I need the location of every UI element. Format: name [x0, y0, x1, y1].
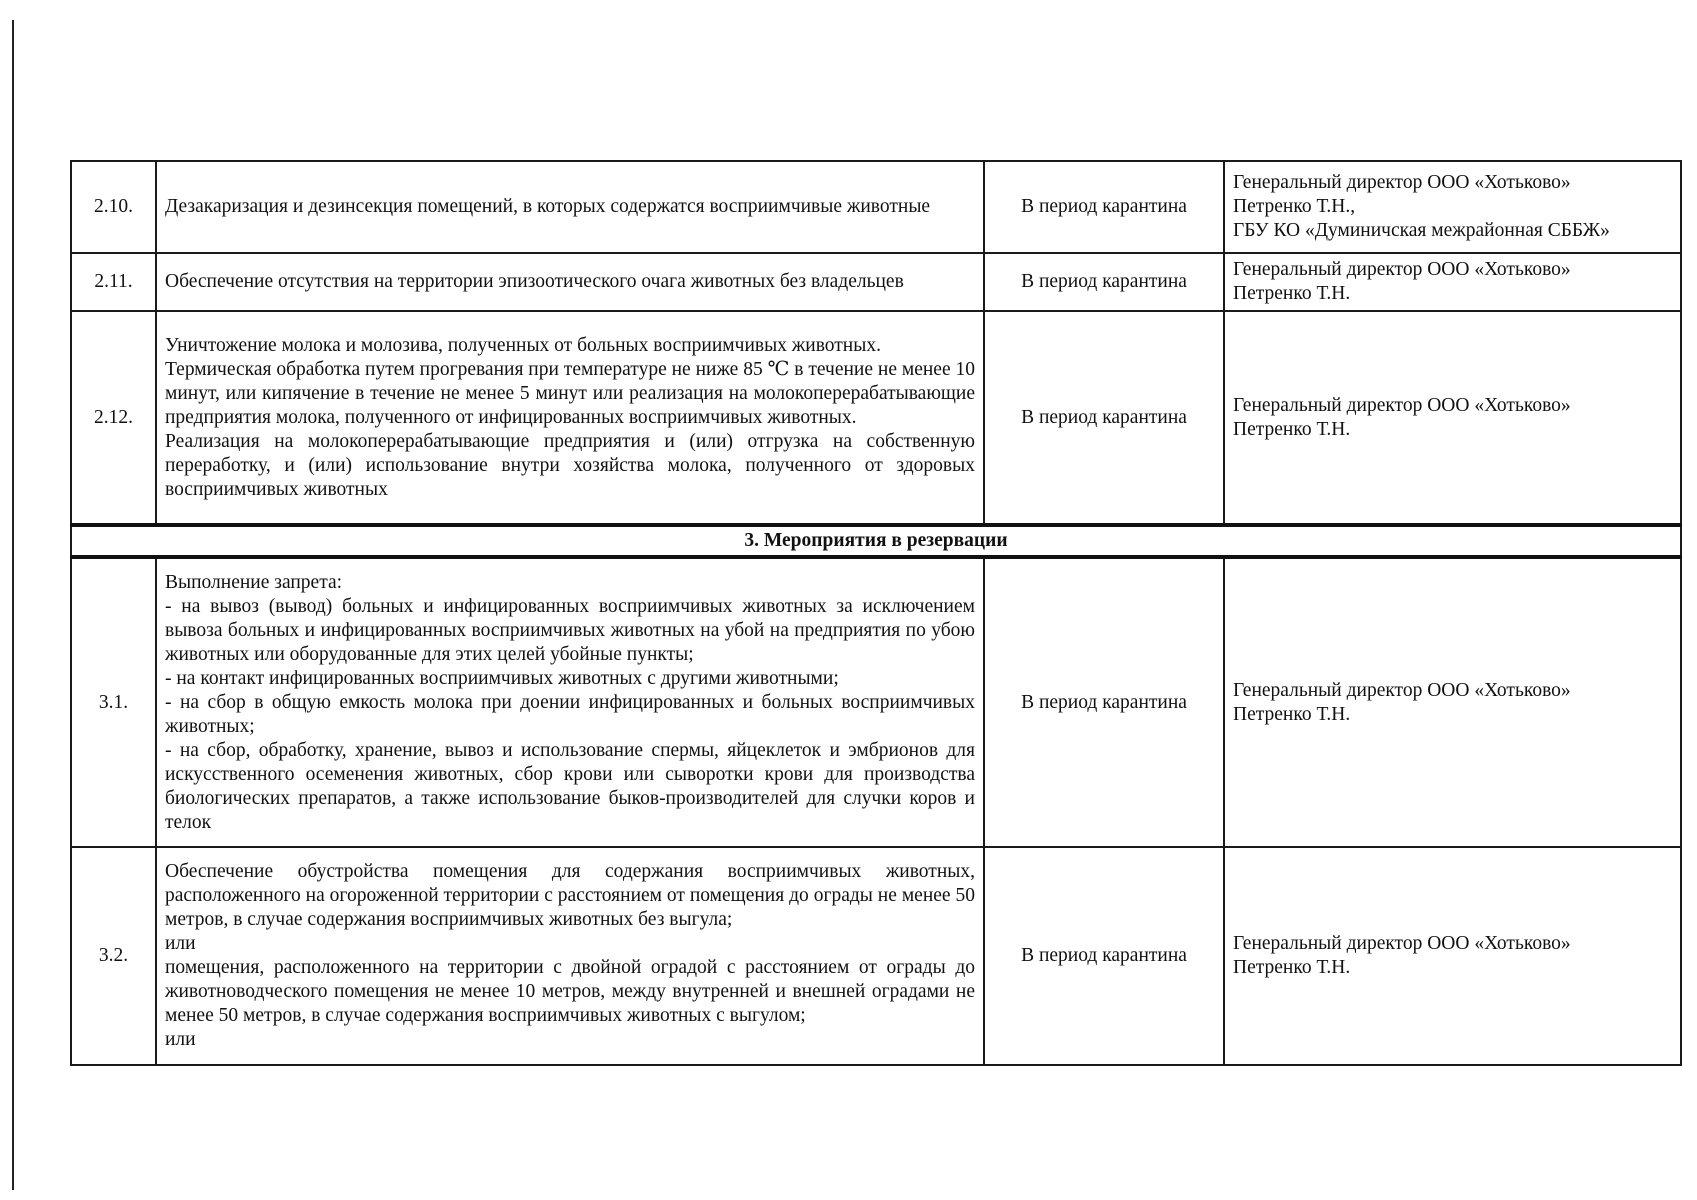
section-title: 3. Мероприятия в резервации — [71, 525, 1681, 557]
table-row — [71, 253, 1681, 311]
action-paragraph: или — [165, 1029, 196, 1050]
action-paragraph: или — [165, 933, 196, 954]
row-number: 3.2. — [71, 847, 156, 1065]
row-number: 2.12. — [71, 311, 156, 525]
action-text — [156, 311, 984, 525]
measures-table — [70, 160, 1682, 1066]
table-row — [71, 557, 1681, 847]
term-text: В период карантина — [984, 557, 1224, 847]
responsible-text — [1224, 311, 1681, 525]
section-heading-row — [71, 525, 1681, 557]
responsible-line: Петренко Т.Н. — [1233, 283, 1351, 304]
term-text: В период карантина — [984, 253, 1224, 311]
table-row — [71, 847, 1681, 1065]
action-text — [156, 557, 984, 847]
action-text — [156, 847, 984, 1065]
action-paragraph: Выполнение запрета: — [165, 571, 343, 593]
row-number: 3.1. — [71, 557, 156, 847]
responsible-line: Генеральный директор ООО «Хотьково» — [1233, 933, 1571, 954]
section-3-header — [71, 525, 1681, 557]
responsible-line: ГБУ КО «Думиничская межрайонная СББЖ» — [1233, 220, 1610, 241]
term-text: В период карантина — [984, 311, 1224, 525]
responsible-line: Петренко Т.Н. — [1233, 418, 1351, 440]
action-paragraph: - на сбор, обработку, хранение, вывоз и использование спермы, яйцеклеток и эмбрионов для искусственного осеменения животных, сбор крови или сыворотки крови для производства биологических препаратов, а также использование быков-производителей для случки коров и телок — [165, 739, 975, 833]
action-text — [156, 161, 984, 253]
action-paragraph: - на вывоз (вывод) больных и инфицированных восприимчивых животных за исключением вывоза больных и инфицированных восприимчивых животных на убой на предприятия по убою животных или оборудованные для этих целей убойные пункты; — [165, 595, 975, 665]
action-paragraph: Термическая обработка путем прогревания при температуре не ниже 85 ℃ в течение не менее 10 минут, или кипячение в течение не менее 5 минут или реализация на молокоперерабатывающие предприятия молока, полученного от инфицированных восприимчивых животных. — [165, 358, 975, 428]
responsible-text — [1224, 847, 1681, 1065]
table-row — [71, 161, 1681, 253]
action-paragraph: - на сбор в общую емкость молока при доении инфицированных и больных восприимчивых животных; — [165, 691, 975, 737]
responsible-line: Генеральный директор ООО «Хотьково» — [1233, 679, 1571, 701]
action-paragraph: Реализация на молокоперерабатывающие предприятия и (или) отгрузка на собственную переработку, и (или) использование внутри хозяйства молока, полученного от здоровых восприимчивых животных — [165, 430, 975, 500]
responsible-text — [1224, 161, 1681, 253]
action-text — [156, 253, 984, 311]
table-row — [71, 311, 1681, 525]
term-text: В период карантина — [984, 847, 1224, 1065]
section-3-rows — [71, 557, 1681, 1065]
responsible-text — [1224, 557, 1681, 847]
action-paragraph: Обеспечение отсутствия на территории эпизоотического очага животных без владельцев — [165, 271, 904, 292]
action-paragraph: Обеспечение обустройства помещения для содержания восприимчивых животных, расположенного на огороженной территории с расстоянием от помещения до ограды не менее 50 метров, в случае содержания восприимчивых животных без выгула; — [165, 861, 975, 930]
action-paragraph: помещения, расположенного на территории с двойной оградой с расстоянием от ограды до животноводческого помещения не менее 10 метров, между внутренней и внешней оградами не менее 50 метров, в случае содержания восприимчивых животных с выгулом; — [165, 957, 975, 1026]
section-2-rows — [71, 161, 1681, 525]
responsible-line: Петренко Т.Н. — [1233, 957, 1351, 978]
responsible-line: Генеральный директор ООО «Хотьково» — [1233, 259, 1571, 280]
responsible-line: Генеральный директор ООО «Хотьково» — [1233, 394, 1571, 416]
action-paragraph: Уничтожение молока и молозива, полученных от больных восприимчивых животных. — [165, 334, 881, 356]
responsible-text — [1224, 253, 1681, 311]
responsible-line: Генеральный директор ООО «Хотьково» — [1233, 172, 1571, 193]
row-number: 2.11. — [71, 253, 156, 311]
responsible-line: Петренко Т.Н. — [1233, 703, 1351, 725]
action-paragraph: - на контакт инфицированных восприимчивых животных с другими животными; — [165, 667, 839, 689]
action-paragraph: Дезакаризация и дезинсекция помещений, в которых содержатся восприимчивые животные — [165, 196, 931, 217]
row-number: 2.10. — [71, 161, 156, 253]
left-margin-line — [12, 20, 14, 1190]
term-text: В период карантина — [984, 161, 1224, 253]
responsible-line: Петренко Т.Н., — [1233, 196, 1356, 217]
